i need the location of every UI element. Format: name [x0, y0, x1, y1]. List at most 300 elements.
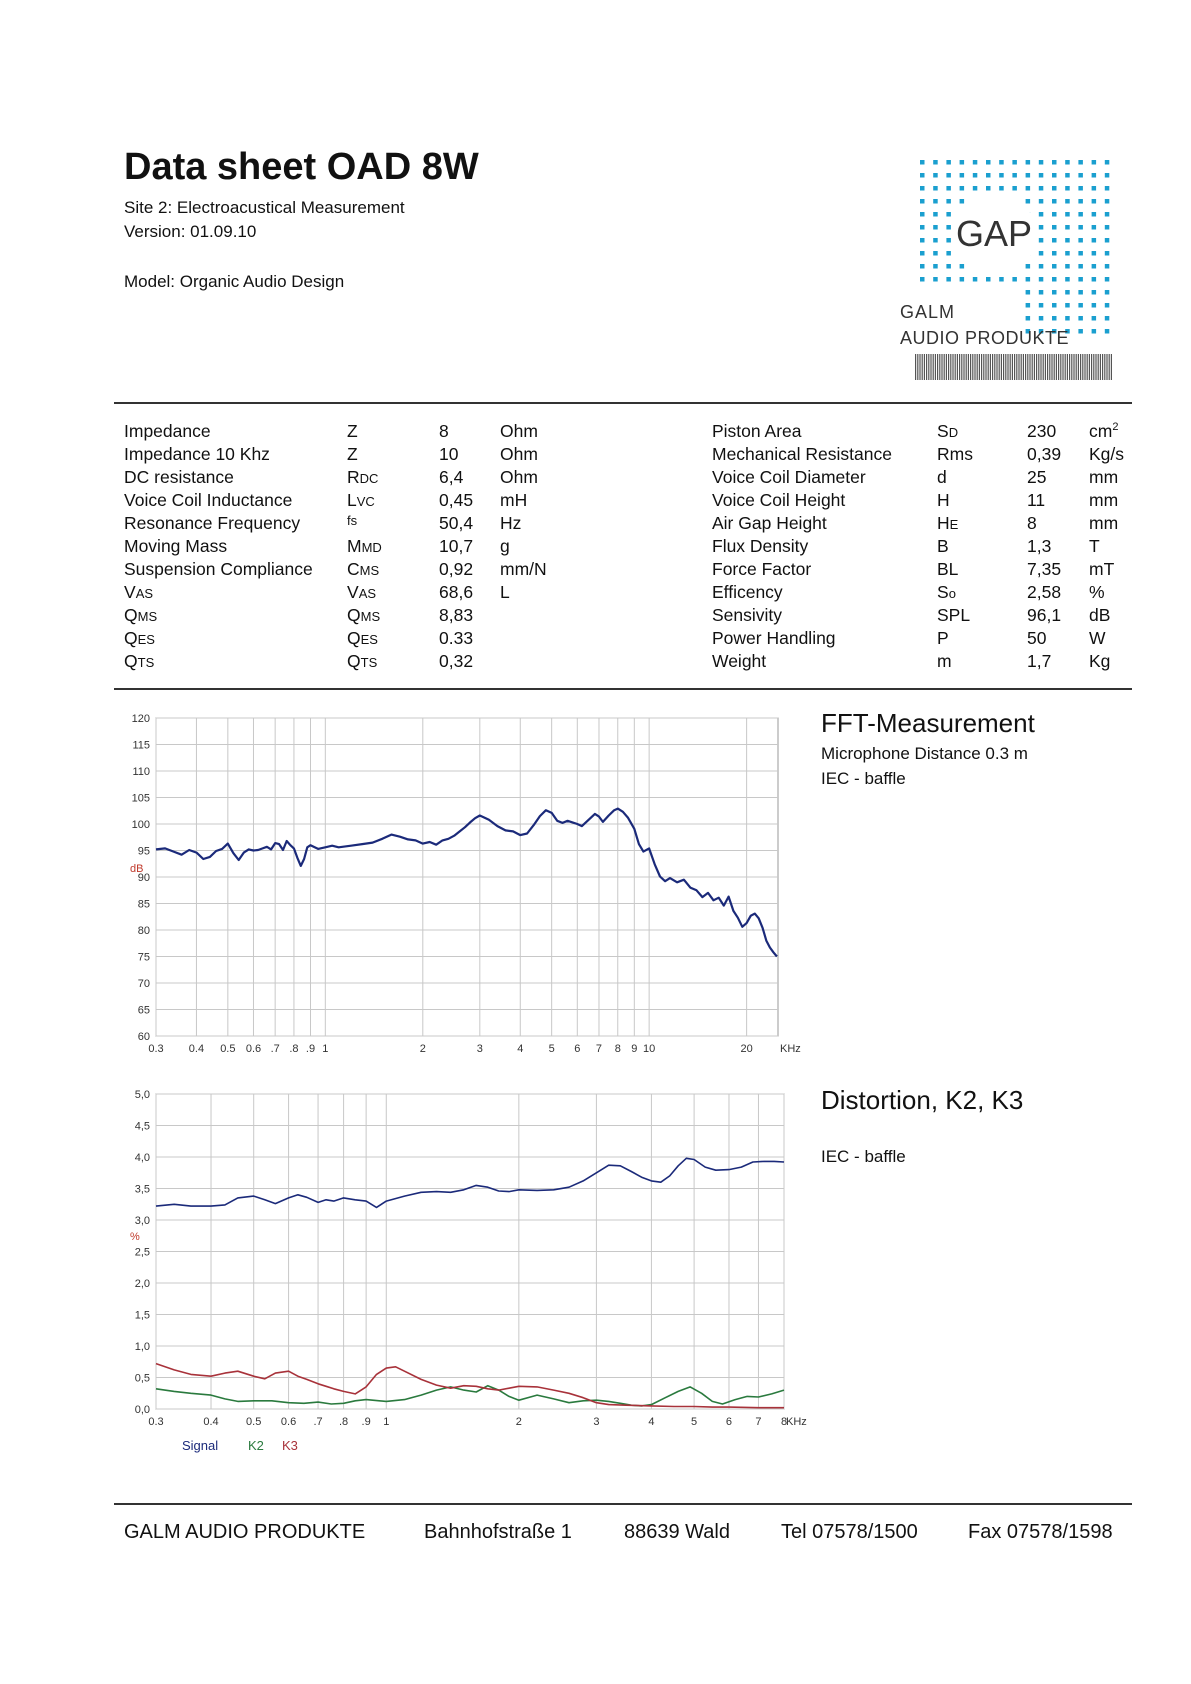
logo-dot [946, 199, 951, 204]
logo-bar-line [939, 354, 940, 380]
logo-dot [933, 173, 938, 178]
logo-dot [1039, 160, 1044, 165]
logo-dot [986, 160, 991, 165]
x-tick-label: 0.4 [188, 1043, 205, 1055]
logo-bar-line [977, 354, 978, 380]
spec-value: 10 [439, 444, 459, 464]
logo-dot [1078, 212, 1083, 217]
logo-bar-line [1058, 354, 1059, 380]
logo-dot [1078, 329, 1083, 334]
spec-value: 8,83 [439, 605, 474, 625]
logo-dot [933, 251, 938, 256]
y-tick-label: 2,0 [134, 1278, 150, 1290]
logo-dot [1012, 186, 1017, 191]
spec-bottom-rule [114, 688, 1132, 690]
spec-name: Voice Coil Height [712, 490, 846, 510]
spec-symbol: SPL [937, 605, 971, 625]
logo-dot [920, 173, 925, 178]
spec-unit: L [500, 582, 510, 602]
logo-bar-line [1062, 354, 1063, 380]
x-tick-label: 0.4 [203, 1416, 219, 1428]
spec-unit: Kg [1089, 651, 1111, 671]
fft-note-baffle: IEC - baffle [821, 769, 906, 788]
logo-bar-line [926, 354, 927, 380]
logo-bar-line [985, 354, 986, 380]
spec-value: 0,45 [439, 490, 474, 510]
logo-bar-line [915, 354, 916, 380]
y-tick-label: 4,5 [134, 1120, 150, 1133]
x-tick-label: .8 [289, 1043, 299, 1055]
logo-bar-line [1091, 354, 1092, 380]
logo-dot [1065, 160, 1070, 165]
logo-dot [1039, 277, 1044, 282]
logo-dot [1078, 199, 1083, 204]
logo-dot [1105, 160, 1110, 165]
logo-dot [999, 160, 1004, 165]
logo-bar-line [990, 354, 991, 380]
spec-value: 10,7 [439, 536, 474, 556]
spec-unit: mm/N [500, 559, 547, 579]
logo-dot [960, 199, 965, 204]
distortion-note-baffle: IEC - baffle [821, 1147, 906, 1166]
logo-dot [1105, 199, 1110, 204]
spec-table [0, 421, 1191, 681]
spec-symbol: Rms [937, 444, 973, 464]
logo-bar-line [1045, 354, 1046, 380]
logo-bar-line [950, 354, 951, 380]
logo-bar-line [1078, 354, 1079, 380]
x-tick-label: 0.3 [148, 1416, 164, 1428]
y-tick-label: 3,0 [134, 1215, 150, 1227]
logo-barcode [915, 354, 1112, 380]
x-tick-label: 8 [780, 1416, 788, 1428]
logo-dot [1092, 303, 1097, 308]
logo-bar-line [966, 354, 967, 380]
logo-bar-line [1038, 354, 1039, 380]
x-tick-label: 1 [383, 1416, 390, 1428]
x-tick-label: 1 [322, 1043, 329, 1055]
x-tick-label: 6 [574, 1043, 581, 1055]
y-tick-label: 0,0 [134, 1404, 150, 1416]
logo-dot [1065, 225, 1070, 230]
logo-bar-line [1014, 354, 1015, 380]
spec-name: Flux Density [712, 536, 809, 556]
logo-dot [920, 186, 925, 191]
logo-bar-line [1018, 354, 1019, 380]
fft-chart [112, 712, 812, 1062]
spec-unit: Hz [500, 513, 522, 533]
spec-unit: Ohm [500, 421, 538, 441]
logo-bar-line [1040, 354, 1041, 380]
x-tick-label: 5 [548, 1043, 555, 1055]
logo-bar-line [970, 354, 971, 380]
logo-dot [1052, 199, 1057, 204]
spec-unit: dB [1089, 605, 1111, 625]
logo-dot [1092, 277, 1097, 282]
logo-dot [1026, 199, 1031, 204]
logo-dot [1092, 173, 1097, 178]
logo-bar-line [1106, 354, 1107, 380]
logo-dot [1039, 199, 1044, 204]
logo-bar-line [963, 354, 964, 380]
logo-bar-line [983, 354, 984, 380]
logo-dot [933, 160, 938, 165]
logo-dot [1039, 290, 1044, 295]
logo-dot [1052, 225, 1057, 230]
y-tick-label: 1,0 [134, 1341, 150, 1353]
logo-dot [1092, 290, 1097, 295]
logo-bar-line [1082, 354, 1083, 380]
logo-dot [920, 277, 925, 282]
logo-bar-line [957, 354, 958, 380]
logo-dot [1052, 186, 1057, 191]
logo-dot [933, 238, 938, 243]
logo-dot [1039, 303, 1044, 308]
logo-bar-line [994, 354, 995, 380]
logo-bar-line [955, 354, 956, 380]
logo-bar-line [917, 354, 918, 380]
spec-value: 50 [1027, 628, 1047, 648]
spec-unit: W [1089, 628, 1106, 648]
spec-name: DC resistance [124, 467, 234, 487]
y-tick-label: 2,5 [134, 1246, 150, 1259]
logo-dot [946, 277, 951, 282]
spec-name: Air Gap Height [712, 513, 827, 533]
fft-title: FFT-Measurement [821, 708, 1035, 738]
legend-item: K2 [248, 1438, 264, 1453]
spec-value: 11 [1027, 490, 1046, 510]
logo-dot [1078, 316, 1083, 321]
y-tick-label: 1,5 [134, 1309, 150, 1322]
logo-bar-line [1080, 354, 1081, 380]
x-tick-label: 10 [643, 1043, 656, 1055]
logo-dot [1105, 186, 1110, 191]
gap-logo [900, 152, 1128, 387]
logo-dot [1092, 238, 1097, 243]
spec-symbol: H [937, 490, 950, 510]
logo-bar-line [1027, 354, 1028, 380]
logo-dot [1078, 303, 1083, 308]
logo-bar-line [968, 354, 969, 380]
logo-dot [1092, 264, 1097, 269]
distortion-chart [112, 1088, 812, 1468]
logo-dot [1039, 212, 1044, 217]
spec-value: 7,35 [1027, 559, 1062, 579]
site-label: Site 2: Electroacustical Measurement [124, 198, 405, 217]
logo-bar-line [1021, 354, 1022, 380]
logo-dot [920, 199, 925, 204]
logo-bar-line [1089, 354, 1090, 380]
spec-unit: mm [1089, 513, 1119, 533]
logo-dot [1052, 290, 1057, 295]
spec-name: QES [124, 628, 155, 648]
logo-bar-line [1093, 354, 1094, 380]
logo-dot [933, 277, 938, 282]
logo-bar-line [961, 354, 962, 380]
y-tick-label: 95 [137, 845, 150, 858]
spec-symbol: QMS [347, 605, 381, 625]
logo-dot [1092, 329, 1097, 334]
logo-dot [999, 186, 1004, 191]
spec-symbol: B [937, 536, 949, 556]
logo-dot [1039, 186, 1044, 191]
logo-dot [946, 173, 951, 178]
logo-dot [1052, 316, 1057, 321]
logo-dot [973, 277, 978, 282]
logo-dot [986, 277, 991, 282]
logo-dot [999, 173, 1004, 178]
spec-value: 6,4 [439, 467, 464, 487]
spec-name: QTS [124, 651, 155, 671]
logo-dot [1105, 329, 1110, 334]
logo-dot [1105, 238, 1110, 243]
logo-dot [1039, 264, 1044, 269]
spec-name: Resonance Frequency [124, 513, 301, 533]
logo-bar-line [959, 354, 960, 380]
spec-name: Voice Coil Diameter [712, 467, 866, 487]
logo-dot [920, 212, 925, 217]
logo-bar-line [937, 354, 938, 380]
logo-mark: GAP [955, 213, 1033, 254]
x-tick-label: 9 [631, 1043, 638, 1055]
logo-bar-line [1071, 354, 1072, 380]
fft-note-distance: Microphone Distance 0.3 m [821, 744, 1028, 763]
logo-dot [933, 186, 938, 191]
logo-dot [960, 186, 965, 191]
x-tick-label: 8 [614, 1043, 621, 1055]
logo-dot [1105, 277, 1110, 282]
logo-bar-line [1007, 354, 1008, 380]
logo-dot [1052, 303, 1057, 308]
spec-unit: g [500, 536, 510, 556]
x-tick-label: 6 [725, 1416, 733, 1428]
logo-dot [1052, 264, 1057, 269]
logo-line1: GALM [900, 302, 956, 322]
x-tick-label: 7 [595, 1043, 603, 1055]
x-tick-label: 0.5 [220, 1043, 236, 1055]
x-tick-label: 3 [593, 1416, 600, 1428]
y-tick-label: 80 [137, 925, 150, 937]
page-title: Data sheet OAD 8W [124, 146, 479, 188]
logo-dot [1078, 160, 1083, 165]
logo-dot [1065, 316, 1070, 321]
x-tick-label: .7 [270, 1043, 280, 1055]
spec-value: 8 [439, 421, 449, 441]
logo-dot [1092, 199, 1097, 204]
x-axis-label: KHz [786, 1416, 807, 1428]
logo-dot [1065, 238, 1070, 243]
spec-symbol: CMS [347, 559, 380, 579]
logo-bar-line [1060, 354, 1061, 380]
logo-dot [946, 160, 951, 165]
model-label: Model: Organic Audio Design [124, 272, 345, 291]
logo-dot [1092, 251, 1097, 256]
logo-bar-line [1076, 354, 1077, 380]
logo-bar-line [974, 354, 975, 380]
logo-bar-line [1034, 354, 1035, 380]
logo-bar-line [924, 354, 925, 380]
logo-bar-line [946, 354, 947, 380]
logo-dot [986, 173, 991, 178]
spec-value: 8 [1027, 513, 1037, 533]
x-tick-label: 0.6 [245, 1043, 262, 1055]
legend-item: Signal [182, 1438, 219, 1453]
logo-dot [946, 251, 951, 256]
logo-bar-line [1025, 354, 1026, 380]
logo-dot [1065, 173, 1070, 178]
spec-name: Power Handling [712, 628, 836, 648]
logo-bar-line [948, 354, 949, 380]
logo-bar-line [988, 354, 989, 380]
logo-dot [960, 264, 965, 269]
footer-company: GALM AUDIO PRODUKTE [124, 1521, 366, 1543]
x-tick-label: 7 [755, 1416, 762, 1428]
logo-dot [1026, 290, 1031, 295]
x-tick-label: .9 [361, 1416, 371, 1428]
logo-bar-line [972, 354, 973, 380]
logo-bar-line [1100, 354, 1101, 380]
logo-bar-line [996, 354, 997, 380]
logo-dot [1105, 225, 1110, 230]
y-axis-label: % [130, 1231, 140, 1243]
logo-bar-line [1095, 354, 1096, 380]
logo-dot [1012, 277, 1017, 282]
spec-name: Force Factor [712, 559, 812, 579]
spec-value: 68,6 [439, 582, 474, 602]
y-tick-label: 90 [137, 872, 150, 884]
logo-dot [1078, 277, 1083, 282]
logo-bar-line [992, 354, 993, 380]
logo-bar-line [952, 354, 953, 380]
x-tick-label: 4 [648, 1416, 655, 1428]
logo-dot [1052, 173, 1057, 178]
logo-bar-line [1073, 354, 1074, 380]
spec-value: 1,3 [1027, 536, 1052, 556]
x-tick-label: .7 [313, 1416, 323, 1428]
logo-bar-line [1036, 354, 1037, 380]
distortion-title: Distortion, K2, K3 [821, 1085, 1024, 1115]
logo-bar-line [944, 354, 945, 380]
logo-dot [1092, 160, 1097, 165]
x-tick-label: 20 [740, 1043, 753, 1055]
logo-bar-line [928, 354, 929, 380]
logo-bar-line [930, 354, 931, 380]
spec-value: 96,1 [1027, 605, 1062, 625]
logo-bar-line [1065, 354, 1066, 380]
spec-value: 0,39 [1027, 444, 1062, 464]
logo-dot [1065, 251, 1070, 256]
logo-dot [946, 186, 951, 191]
y-tick-label: 60 [137, 1031, 150, 1043]
y-axis-label: dB [130, 863, 144, 875]
logo-bar-line [1001, 354, 1002, 380]
spec-symbol: QES [347, 628, 378, 648]
logo-dot [960, 173, 965, 178]
spec-name: Efficency [712, 582, 783, 602]
spec-unit: mm [1089, 490, 1119, 510]
logo-dot [1105, 212, 1110, 217]
logo-dot [1105, 251, 1110, 256]
y-tick-label: 70 [137, 978, 150, 990]
spec-symbol: m [937, 651, 952, 671]
logo-dot [920, 160, 925, 165]
logo-bar-line [1067, 354, 1068, 380]
logo-dot [1105, 303, 1110, 308]
spec-unit: mT [1089, 559, 1115, 579]
logo-bar-line [1003, 354, 1004, 380]
logo-dot [999, 277, 1004, 282]
logo-bar-line [1084, 354, 1085, 380]
logo-dot [933, 264, 938, 269]
footer-street: Bahnhofstraße 1 [424, 1521, 572, 1543]
logo-dot [1026, 316, 1031, 321]
spec-value: 50,4 [439, 513, 474, 533]
x-tick-label: .9 [305, 1043, 316, 1055]
footer-rule [114, 1503, 1132, 1505]
logo-dot [1065, 264, 1070, 269]
logo-bar-line [919, 354, 920, 380]
logo-bar-line [999, 354, 1000, 380]
logo-dot [933, 199, 938, 204]
logo-dot [1092, 225, 1097, 230]
spec-unit: Ohm [500, 467, 538, 487]
logo-bar-line [981, 354, 982, 380]
logo-dot [1092, 212, 1097, 217]
logo-bar-line [1056, 354, 1057, 380]
spec-unit: mm [1089, 467, 1119, 487]
spec-name: Voice Coil Inductance [124, 490, 293, 510]
spec-name: Moving Mass [124, 536, 228, 556]
logo-bar-line [1111, 354, 1112, 380]
logo-dot [1065, 290, 1070, 295]
logo-dot [1026, 264, 1031, 269]
logo-dot [1078, 290, 1083, 295]
spec-symbol: BL [937, 559, 959, 579]
logo-dot [946, 225, 951, 230]
logo-dot [1012, 160, 1017, 165]
spec-symbol: So [937, 582, 956, 602]
spec-symbol: QTS [347, 651, 378, 671]
spec-value: 2,58 [1027, 582, 1062, 602]
logo-bar-line [1049, 354, 1050, 380]
x-tick-label: 0.3 [148, 1043, 164, 1055]
logo-dot [1039, 316, 1044, 321]
spec-name: Suspension Compliance [124, 559, 313, 579]
logo-bar-line [941, 354, 942, 380]
logo-dot [1105, 290, 1110, 295]
logo-dot [1026, 186, 1031, 191]
logo-dot [960, 277, 965, 282]
top-rule [114, 402, 1132, 404]
spec-name: Piston Area [712, 421, 802, 441]
y-tick-label: 120 [131, 713, 150, 725]
spec-symbol: RDC [347, 467, 379, 487]
logo-bar-line [933, 354, 934, 380]
logo-bar-line [1051, 354, 1052, 380]
x-tick-label: 5 [691, 1416, 698, 1428]
version-label: Version: 01.09.10 [124, 222, 257, 241]
y-tick-label: 75 [137, 951, 150, 964]
logo-dot [960, 160, 965, 165]
logo-bar-line [1054, 354, 1055, 380]
footer-city: 88639 Wald [624, 1521, 730, 1543]
spec-symbol: LVC [347, 490, 375, 510]
logo-dot [1078, 186, 1083, 191]
y-tick-label: 105 [131, 792, 150, 805]
spec-name: Sensivity [712, 605, 783, 625]
spec-symbol: VAS [347, 582, 377, 602]
logo-dot [1065, 277, 1070, 282]
